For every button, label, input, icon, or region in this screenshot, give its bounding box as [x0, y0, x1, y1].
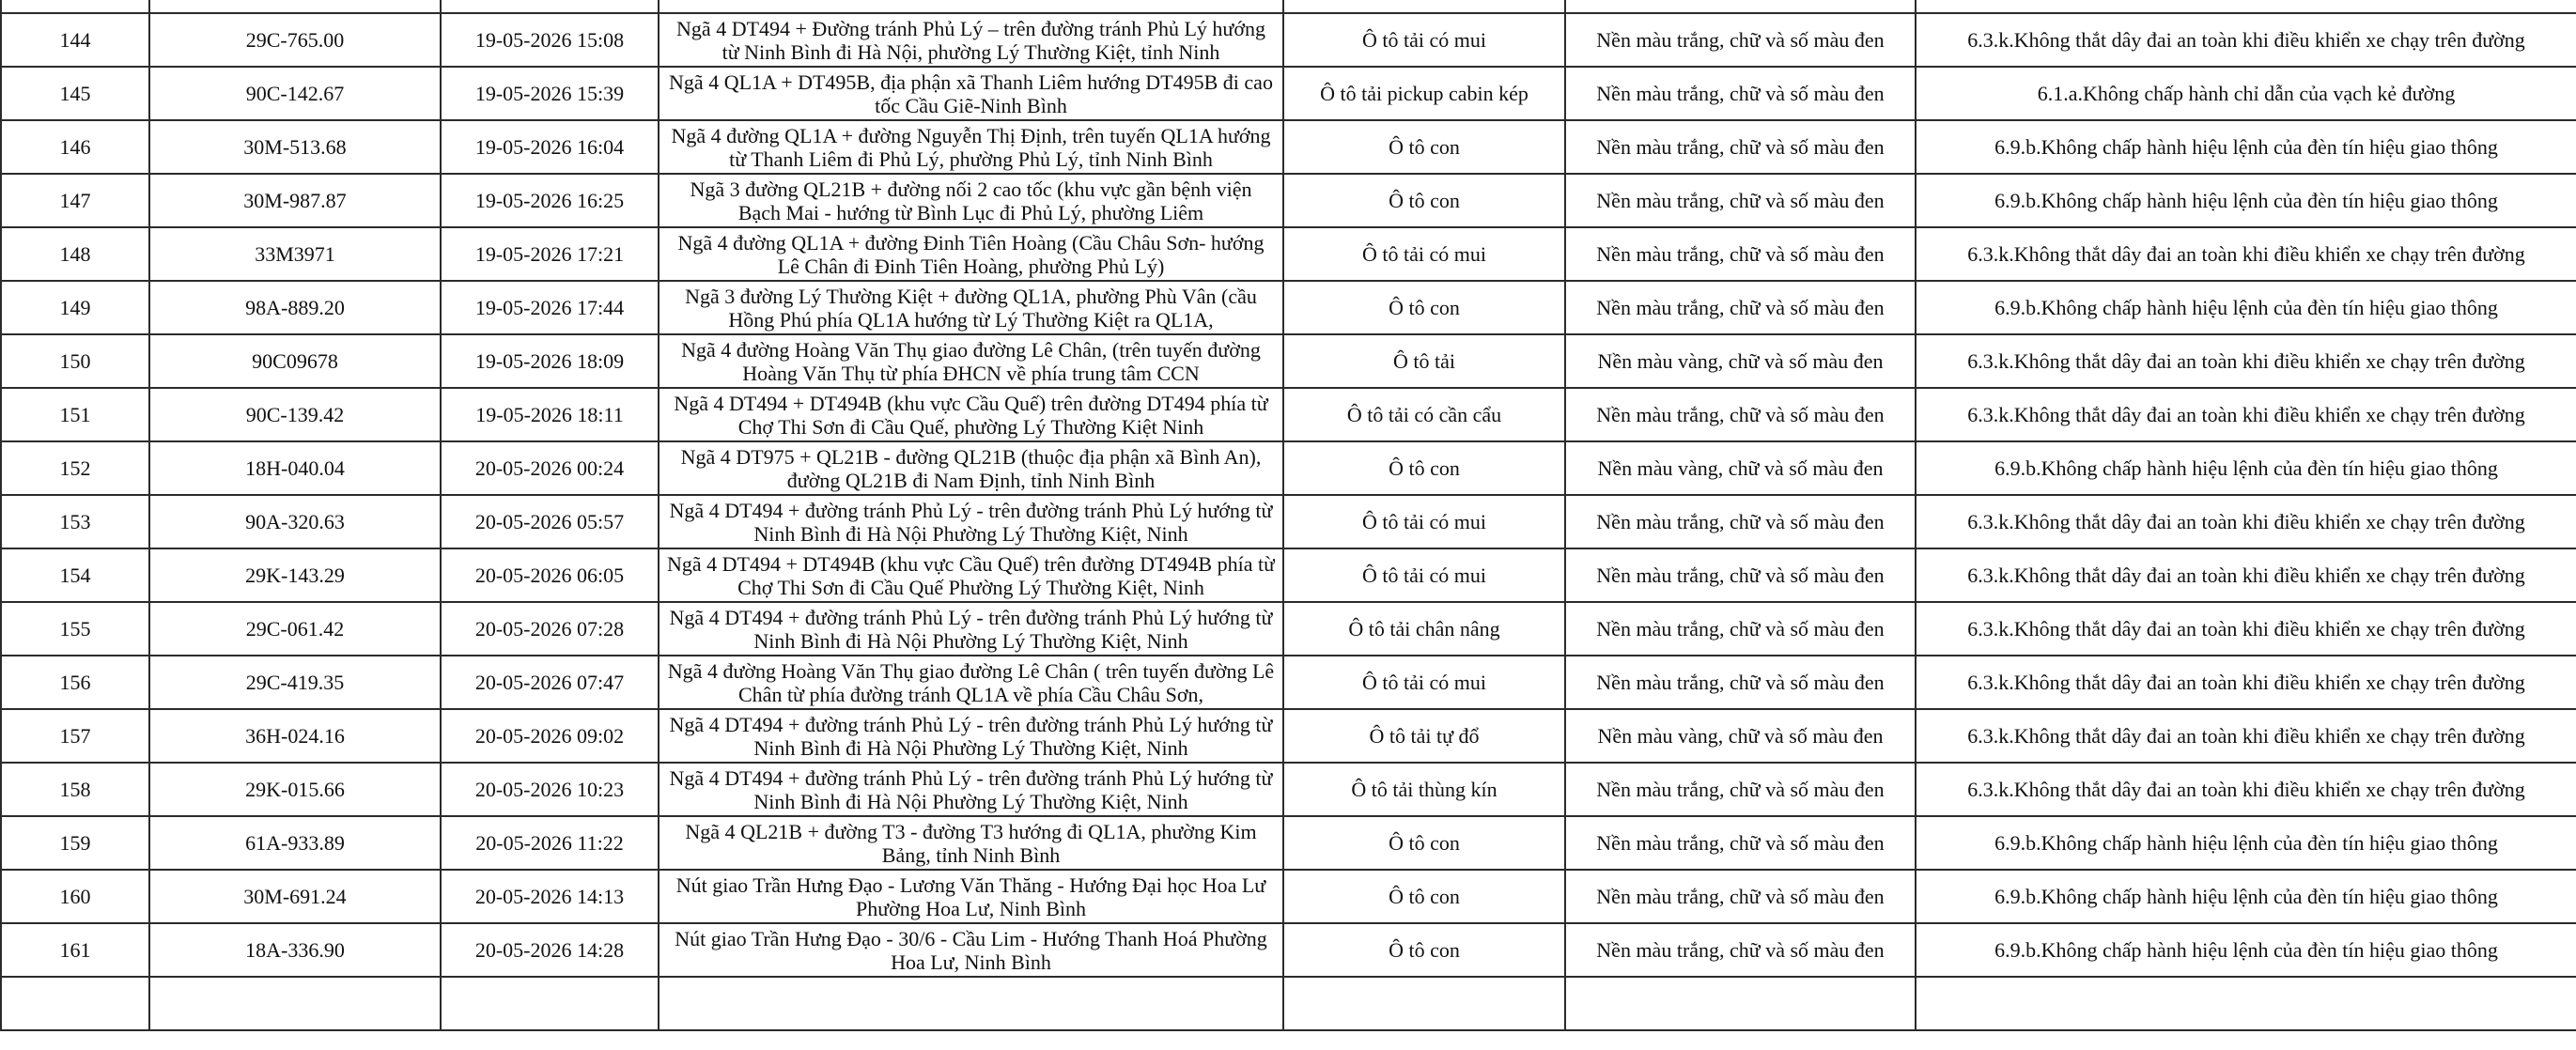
cell-vehicle-type[interactable]: Ô tô tải tự đổ	[1283, 709, 1565, 763]
cell-license-plate[interactable]: 30M-513.68	[149, 120, 441, 174]
cell-location[interactable]	[659, 388, 1283, 441]
cell-violation[interactable]: 6.3.k.Không thắt dây đai an toàn khi điều khiển xe chạy trên đường	[1916, 709, 2576, 763]
empty-cell	[1565, 977, 1916, 1030]
location-text: Ngã 4 DT494 + đường tránh Phủ Lý - trên đường tránh Phủ Lý hướng từ Ninh Bình đi Hà Nội Phường Lý Thường Kiệt, Ninh	[669, 712, 1273, 760]
table-row	[1, 227, 2576, 281]
cell-vehicle-type[interactable]: Ô tô tải có mui	[1283, 495, 1565, 548]
cell-vehicle-type[interactable]: Ô tô con	[1283, 174, 1565, 227]
cell-violation-time[interactable]: 19-05-2026 15:39	[441, 67, 659, 120]
cell-violation-time[interactable]: 20-05-2026 07:47	[441, 656, 659, 709]
empty-cell	[441, 0, 659, 13]
location-text: Ngã 4 DT494 + DT494B (khu vực Cầu Quế) trên đường DT494 phía từ Chợ Thi Sơn đi Cầu Quế, phường Lý Thường Kiệt Ninh	[674, 391, 1268, 439]
cell-violation-time[interactable]: 20-05-2026 06:05	[441, 548, 659, 602]
cell-license-plate[interactable]: 18A-336.90	[149, 923, 441, 977]
cell-stt[interactable]: 155	[1, 602, 149, 656]
empty-cell	[1, 0, 149, 13]
cell-vehicle-type[interactable]: Ô tô tải có cần cẩu	[1283, 388, 1565, 441]
cell-vehicle-type[interactable]: Ô tô con	[1283, 870, 1565, 923]
cell-location[interactable]	[659, 281, 1283, 334]
cell-stt[interactable]: 152	[1, 441, 149, 495]
table-row	[1, 174, 2576, 227]
cell-location[interactable]	[659, 120, 1283, 174]
cell-plate-color[interactable]: Nền màu vàng, chữ và số màu đen	[1565, 441, 1916, 495]
cell-location[interactable]	[659, 227, 1283, 281]
cell-violation-time[interactable]: 20-05-2026 11:22	[441, 816, 659, 870]
table-row	[1, 495, 2576, 548]
cell-violation-time[interactable]: 19-05-2026 16:04	[441, 120, 659, 174]
table-row	[1, 548, 2576, 602]
cell-violation-time[interactable]: 20-05-2026 14:28	[441, 923, 659, 977]
empty-cell	[1283, 977, 1565, 1030]
cell-stt[interactable]: 154	[1, 548, 149, 602]
table-row	[1, 816, 2576, 870]
cell-license-plate[interactable]: 18H-040.04	[149, 441, 441, 495]
table-row	[1, 67, 2576, 120]
table-row	[1, 334, 2576, 388]
cell-plate-color[interactable]: Nền màu vàng, chữ và số màu đen	[1565, 334, 1916, 388]
table-row	[1, 763, 2576, 816]
cell-location[interactable]	[659, 13, 1283, 67]
cell-location[interactable]	[659, 334, 1283, 388]
cell-stt[interactable]: 150	[1, 334, 149, 388]
cell-vehicle-type[interactable]: Ô tô con	[1283, 120, 1565, 174]
empty-cell	[659, 977, 1283, 1030]
cell-plate-color[interactable]: Nền màu trắng, chữ và số màu đen	[1565, 656, 1916, 709]
location-text: Ngã 4 DT494 + Đường tránh Phủ Lý – trên đường tránh Phủ Lý hướng từ Ninh Bình đi Hà Nội, phường Lý Thường Kiệt, tỉnh Ninh	[676, 16, 1265, 64]
cell-vehicle-type[interactable]: Ô tô tải pickup cabin kép	[1283, 67, 1565, 120]
cell-violation[interactable]: 6.3.k.Không thắt dây đai an toàn khi điều khiển xe chạy trên đường	[1916, 388, 2576, 441]
cell-vehicle-type[interactable]: Ô tô tải thùng kín	[1283, 763, 1565, 816]
location-text: Ngã 4 DT494 + đường tránh Phủ Lý - trên đường tránh Phủ Lý hướng từ Ninh Bình đi Hà Nội Phường Lý Thường Kiệt, Ninh	[669, 605, 1273, 653]
cell-vehicle-type[interactable]: Ô tô tải có mui	[1283, 548, 1565, 602]
cell-violation[interactable]: 6.3.k.Không thắt dây đai an toàn khi điều khiển xe chạy trên đường	[1916, 763, 2576, 816]
table-row-partial-top	[1, 0, 2576, 13]
cell-stt[interactable]: 146	[1, 120, 149, 174]
cell-location[interactable]	[659, 495, 1283, 548]
cell-vehicle-type[interactable]: Ô tô tải có mui	[1283, 227, 1565, 281]
cell-violation[interactable]: 6.9.b.Không chấp hành hiệu lệnh của đèn tín hiệu giao thông	[1916, 441, 2576, 495]
cell-plate-color[interactable]: Nền màu trắng, chữ và số màu đen	[1565, 923, 1916, 977]
empty-cell	[1565, 0, 1916, 13]
location-text: Ngã 4 đường QL1A + đường Nguyễn Thị Định, trên tuyến QL1A hướng từ Thanh Liêm đi Phủ Lý, phường Phủ Lý, tỉnh Ninh Bình	[671, 123, 1271, 171]
cell-violation-time[interactable]: 19-05-2026 18:09	[441, 334, 659, 388]
cell-stt[interactable]: 160	[1, 870, 149, 923]
cell-violation[interactable]: 6.9.b.Không chấp hành hiệu lệnh của đèn tín hiệu giao thông	[1916, 816, 2576, 870]
table-row	[1, 923, 2576, 977]
cell-plate-color[interactable]: Nền màu trắng, chữ và số màu đen	[1565, 227, 1916, 281]
cell-plate-color[interactable]: Nền màu trắng, chữ và số màu đen	[1565, 763, 1916, 816]
location-text: Ngã 4 QL1A + DT495B, địa phận xã Thanh Liêm hướng DT495B đi cao tốc Cầu Giẽ-Ninh Bình	[669, 69, 1273, 117]
location-text: Ngã 3 đường QL21B + đường nối 2 cao tốc (khu vực gần bệnh viện Bạch Mai - hướng từ Bình Lục đi Phủ Lý, phường Liêm	[690, 177, 1252, 224]
cell-license-plate[interactable]: 30M-987.87	[149, 174, 441, 227]
cell-violation-time[interactable]: 20-05-2026 07:28	[441, 602, 659, 656]
empty-cell	[1, 977, 149, 1030]
cell-plate-color[interactable]: Nền màu trắng, chữ và số màu đen	[1565, 495, 1916, 548]
cell-violation[interactable]: 6.3.k.Không thắt dây đai an toàn khi điều khiển xe chạy trên đường	[1916, 656, 2576, 709]
cell-license-plate[interactable]: 29C-765.00	[149, 13, 441, 67]
cell-plate-color[interactable]: Nền màu trắng, chữ và số màu đen	[1565, 13, 1916, 67]
location-text: Ngã 4 đường Hoàng Văn Thụ giao đường Lê Chân, (trên tuyến đường Hoàng Văn Thụ từ phía ĐHCN về phía trung tâm CCN	[681, 337, 1261, 385]
cell-location[interactable]	[659, 763, 1283, 816]
table-row	[1, 709, 2576, 763]
cell-violation-time[interactable]: 20-05-2026 00:24	[441, 441, 659, 495]
cell-violation-time[interactable]: 20-05-2026 09:02	[441, 709, 659, 763]
cell-license-plate[interactable]: 90C-139.42	[149, 388, 441, 441]
cell-violation[interactable]: 6.9.b.Không chấp hành hiệu lệnh của đèn tín hiệu giao thông	[1916, 923, 2576, 977]
cell-license-plate[interactable]: 33M3971	[149, 227, 441, 281]
cell-vehicle-type[interactable]: Ô tô tải có mui	[1283, 13, 1565, 67]
cell-stt[interactable]: 148	[1, 227, 149, 281]
cell-plate-color[interactable]: Nền màu trắng, chữ và số màu đen	[1565, 281, 1916, 334]
cell-violation-time[interactable]: 20-05-2026 05:57	[441, 495, 659, 548]
cell-vehicle-type[interactable]: Ô tô tải chân nâng	[1283, 602, 1565, 656]
cell-vehicle-type[interactable]: Ô tô tải có mui	[1283, 656, 1565, 709]
cell-license-plate[interactable]: 90C-142.67	[149, 67, 441, 120]
cell-vehicle-type[interactable]: Ô tô con	[1283, 923, 1565, 977]
table-row	[1, 281, 2576, 334]
cell-location[interactable]	[659, 548, 1283, 602]
cell-license-plate[interactable]: 30M-691.24	[149, 870, 441, 923]
cell-license-plate[interactable]: 90C09678	[149, 334, 441, 388]
cell-license-plate[interactable]: 90A-320.63	[149, 495, 441, 548]
cell-location[interactable]	[659, 441, 1283, 495]
cell-violation-time[interactable]: 19-05-2026 17:44	[441, 281, 659, 334]
cell-vehicle-type[interactable]: Ô tô con	[1283, 441, 1565, 495]
cell-stt[interactable]: 153	[1, 495, 149, 548]
location-text: Ngã 4 DT494 + DT494B (khu vực Cầu Quế) trên đường DT494B phía từ Chợ Thi Sơn đi Cầu Quế Phường Lý Thường Kiệt, Ninh	[667, 551, 1275, 599]
table-row	[1, 656, 2576, 709]
cell-plate-color[interactable]: Nền màu trắng, chữ và số màu đen	[1565, 548, 1916, 602]
cell-violation[interactable]: 6.9.b.Không chấp hành hiệu lệnh của đèn tín hiệu giao thông	[1916, 120, 2576, 174]
table-row	[1, 120, 2576, 174]
location-text: Nút giao Trần Hưng Đạo - Lương Văn Thăng - Hướng Đại học Hoa Lư Phường Hoa Lư, Ninh Bình	[675, 872, 1266, 920]
cell-license-plate[interactable]: 36H-024.16	[149, 709, 441, 763]
cell-stt[interactable]: 144	[1, 13, 149, 67]
cell-violation[interactable]: 6.9.b.Không chấp hành hiệu lệnh của đèn tín hiệu giao thông	[1916, 281, 2576, 334]
cell-stt[interactable]: 156	[1, 656, 149, 709]
cell-violation[interactable]: 6.3.k.Không thắt dây đai an toàn khi điều khiển xe chạy trên đường	[1916, 13, 2576, 67]
cell-license-plate[interactable]: 29C-419.35	[149, 656, 441, 709]
cell-violation-time[interactable]: 19-05-2026 18:11	[441, 388, 659, 441]
table-row-partial-bottom	[1, 977, 2576, 1030]
table-row	[1, 13, 2576, 67]
cell-plate-color[interactable]: Nền màu trắng, chữ và số màu đen	[1565, 602, 1916, 656]
empty-cell	[441, 977, 659, 1030]
cell-stt[interactable]: 159	[1, 816, 149, 870]
cell-stt[interactable]: 145	[1, 67, 149, 120]
location-text: Ngã 4 đường Hoàng Văn Thụ giao đường Lê Chân ( trên tuyến đường Lê Chân từ phía đường tránh QL1A về phía Cầu Châu Sơn,	[667, 658, 1275, 706]
cell-location[interactable]	[659, 870, 1283, 923]
cell-violation[interactable]: 6.3.k.Không thắt dây đai an toàn khi điều khiển xe chạy trên đường	[1916, 602, 2576, 656]
cell-stt[interactable]: 157	[1, 709, 149, 763]
cell-violation[interactable]: 6.9.b.Không chấp hành hiệu lệnh của đèn tín hiệu giao thông	[1916, 870, 2576, 923]
cell-stt[interactable]: 149	[1, 281, 149, 334]
empty-cell	[1283, 0, 1565, 13]
location-text: Nút giao Trần Hưng Đạo - 30/6 - Cầu Lim - Hướng Thanh Hoá Phường Hoa Lư, Ninh Bình	[675, 926, 1267, 974]
cell-location[interactable]	[659, 656, 1283, 709]
cell-vehicle-type[interactable]: Ô tô con	[1283, 816, 1565, 870]
cell-license-plate[interactable]: 98A-889.20	[149, 281, 441, 334]
cell-stt[interactable]: 151	[1, 388, 149, 441]
cell-violation-time[interactable]: 19-05-2026 15:08	[441, 13, 659, 67]
cell-violation-time[interactable]: 19-05-2026 17:21	[441, 227, 659, 281]
cell-license-plate[interactable]: 29K-015.66	[149, 763, 441, 816]
cell-stt[interactable]: 161	[1, 923, 149, 977]
empty-cell	[1916, 977, 2576, 1030]
cell-location[interactable]	[659, 923, 1283, 977]
cell-plate-color[interactable]: Nền màu trắng, chữ và số màu đen	[1565, 174, 1916, 227]
location-text: Ngã 4 DT494 + đường tránh Phủ Lý - trên đường tránh Phủ Lý hướng từ Ninh Bình đi Hà Nội Phường Lý Thường Kiệt, Ninh	[669, 498, 1273, 546]
empty-cell	[149, 977, 441, 1030]
table-row	[1, 441, 2576, 495]
cell-stt[interactable]: 158	[1, 763, 149, 816]
cell-violation[interactable]: 6.9.b.Không chấp hành hiệu lệnh của đèn tín hiệu giao thông	[1916, 174, 2576, 227]
location-text: Ngã 3 đường Lý Thường Kiệt + đường QL1A, phường Phù Vân (cầu Hồng Phú phía QL1A hướng từ Lý Thường Kiệt ra QL1A,	[685, 284, 1257, 332]
cell-plate-color[interactable]: Nền màu trắng, chữ và số màu đen	[1565, 67, 1916, 120]
cell-violation[interactable]: 6.3.k.Không thắt dây đai an toàn khi điều khiển xe chạy trên đường	[1916, 495, 2576, 548]
cell-license-plate[interactable]: 29C-061.42	[149, 602, 441, 656]
cell-violation-time[interactable]: 19-05-2026 16:25	[441, 174, 659, 227]
cell-plate-color[interactable]: Nền màu vàng, chữ và số màu đen	[1565, 709, 1916, 763]
cell-violation[interactable]: 6.3.k.Không thắt dây đai an toàn khi điều khiển xe chạy trên đường	[1916, 334, 2576, 388]
table-row	[1, 602, 2576, 656]
cell-location[interactable]	[659, 67, 1283, 120]
empty-cell	[149, 0, 441, 13]
empty-cell	[1916, 0, 2576, 13]
cell-location[interactable]	[659, 174, 1283, 227]
cell-violation-time[interactable]: 20-05-2026 10:23	[441, 763, 659, 816]
location-text: Ngã 4 DT975 + QL21B - đường QL21B (thuộc địa phận xã Bình An), đường QL21B đi Nam Định, tỉnh Ninh Bình	[680, 444, 1262, 492]
cell-violation[interactable]: 6.3.k.Không thắt dây đai an toàn khi điều khiển xe chạy trên đường	[1916, 227, 2576, 281]
cell-violation[interactable]: 6.1.a.Không chấp hành chỉ dẫn của vạch kẻ đường	[1916, 67, 2576, 120]
cell-violation[interactable]: 6.3.k.Không thắt dây đai an toàn khi điều khiển xe chạy trên đường	[1916, 548, 2576, 602]
empty-cell	[659, 0, 1283, 13]
cell-license-plate[interactable]: 29K-143.29	[149, 548, 441, 602]
table-row	[1, 388, 2576, 441]
cell-plate-color[interactable]: Nền màu trắng, chữ và số màu đen	[1565, 388, 1916, 441]
cell-location[interactable]	[659, 709, 1283, 763]
cell-stt[interactable]: 147	[1, 174, 149, 227]
cell-license-plate[interactable]: 61A-933.89	[149, 816, 441, 870]
location-text: Ngã 4 QL21B + đường T3 - đường T3 hướng đi QL1A, phường Kim Bảng, tỉnh Ninh Bình	[685, 819, 1257, 867]
cell-vehicle-type[interactable]: Ô tô con	[1283, 281, 1565, 334]
cell-plate-color[interactable]: Nền màu trắng, chữ và số màu đen	[1565, 816, 1916, 870]
location-text: Ngã 4 DT494 + đường tránh Phủ Lý - trên đường tránh Phủ Lý hướng từ Ninh Bình đi Hà Nội Phường Lý Thường Kiệt, Ninh	[669, 765, 1273, 813]
cell-vehicle-type[interactable]: Ô tô tải	[1283, 334, 1565, 388]
cell-violation-time[interactable]: 20-05-2026 14:13	[441, 870, 659, 923]
location-text: Ngã 4 đường QL1A + đường Đinh Tiên Hoàng (Cầu Châu Sơn- hướng Lê Chân đi Đinh Tiên Hoàng, phường Phủ Lý)	[677, 230, 1265, 278]
cell-location[interactable]	[659, 816, 1283, 870]
cell-location[interactable]	[659, 602, 1283, 656]
cell-plate-color[interactable]: Nền màu trắng, chữ và số màu đen	[1565, 870, 1916, 923]
cell-plate-color[interactable]: Nền màu trắng, chữ và số màu đen	[1565, 120, 1916, 174]
table-row	[1, 870, 2576, 923]
table-body	[1, 0, 2576, 1030]
